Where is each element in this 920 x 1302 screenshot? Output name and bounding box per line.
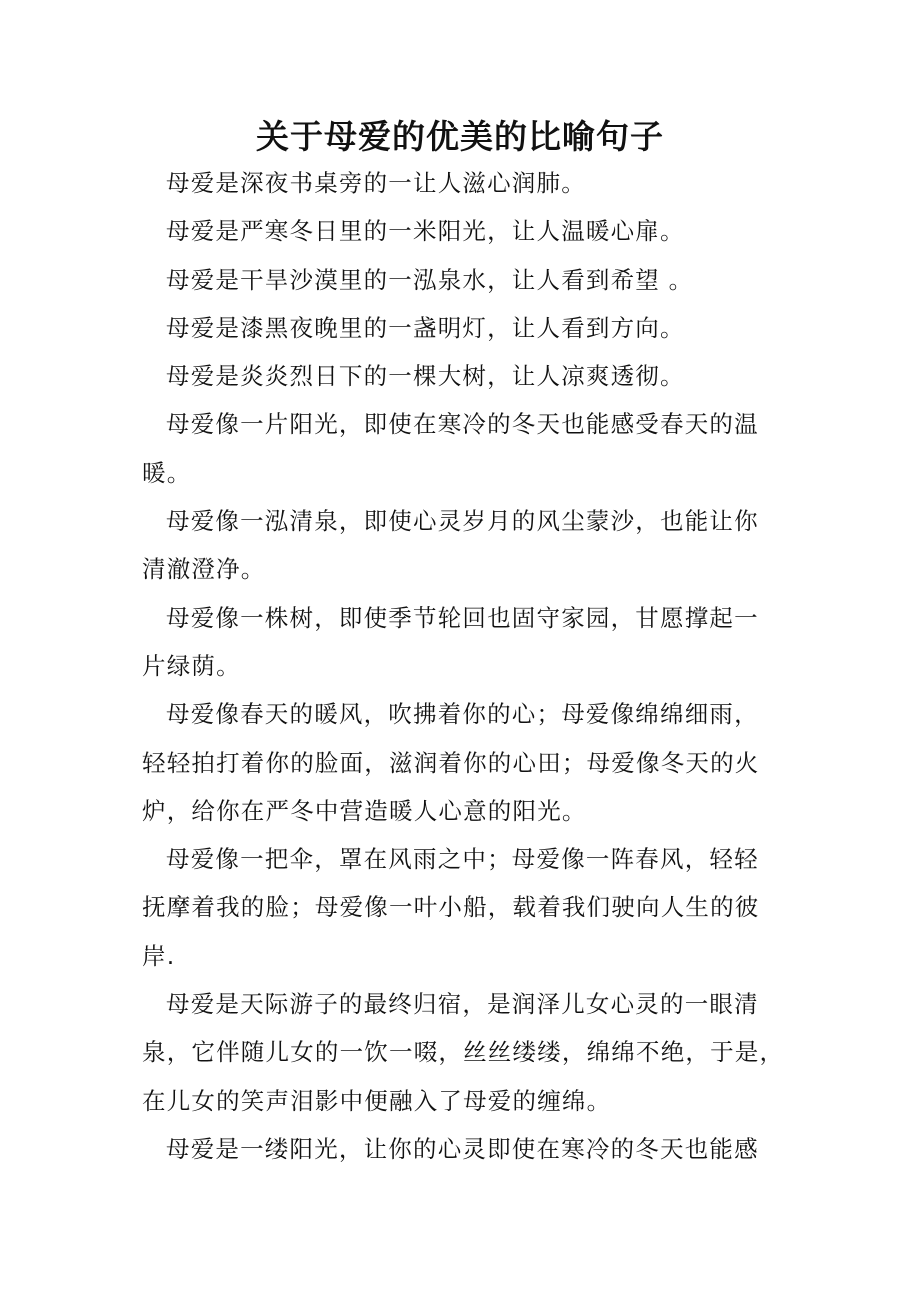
paragraph xyxy=(142,594,782,691)
text-line: 在儿女的笑声泪影中便融入了母爱的缠绵。 xyxy=(142,1086,612,1115)
text-line: 母爱是漆黑夜晚里的一盏明灯，让人看到方向。 xyxy=(166,313,685,342)
paragraph xyxy=(142,980,785,1125)
document-title: 关于母爱的优美的比喻句子 xyxy=(256,117,664,156)
text-line: 母爱像一株树，即使季节轮回也固守家园，甘愿撑起一 xyxy=(166,603,759,632)
text-line: 母爱是干旱沙漠里的一泓泉水，让人看到希望 。 xyxy=(166,265,694,294)
paragraph xyxy=(142,497,782,594)
text-line: 清澈澄净。 xyxy=(142,555,266,584)
paragraph xyxy=(142,690,782,835)
text-line: 母爱是严寒冬日里的一米阳光，让人温暖心扉。 xyxy=(166,217,685,246)
paragraph xyxy=(142,1125,782,1173)
paragraph xyxy=(142,304,782,352)
paragraph xyxy=(142,207,782,255)
text-line: 岸. xyxy=(142,941,176,970)
document-body xyxy=(142,159,785,1173)
paragraph xyxy=(142,352,782,400)
text-line: 母爱是天际游子的最终归宿，是润泽儿女心灵的一眼清 xyxy=(166,990,759,1019)
text-line: 母爱像一泓清泉，即使心灵岁月的风尘蒙沙，也能让你 xyxy=(166,507,759,536)
text-line: 暖。 xyxy=(142,458,192,487)
text-line: 母爱像一把伞，罩在风雨之中；母爱像一阵春风，轻轻 xyxy=(166,845,759,874)
paragraph xyxy=(142,159,782,207)
text-line: 母爱是炎炎烈日下的一棵大树，让人凉爽透彻。 xyxy=(166,362,685,391)
text-line: 母爱是深夜书桌旁的一让人滋心润肺。 xyxy=(166,169,586,197)
text-line: 炉，给你在严冬中营造暖人心意的阳光。 xyxy=(142,796,587,825)
paragraph xyxy=(142,400,782,497)
text-line: 母爱像一片阳光，即使在寒冷的冬天也能感受春天的温 xyxy=(166,410,759,439)
text-line: 片绿荫。 xyxy=(142,651,241,680)
text-line: 轻轻拍打着你的脸面，滋润着你的心田；母爱像冬天的火 xyxy=(142,748,760,777)
paragraph xyxy=(142,835,782,980)
paragraph xyxy=(142,256,782,304)
text-line: 抚摩着我的脸；母爱像一叶小船，载着我们驶向人生的彼 xyxy=(142,893,760,922)
text-line: 母爱是一缕阳光，让你的心灵即使在寒冷的冬天也能感 xyxy=(166,1134,759,1163)
text-line: 泉，它伴随儿女的一饮一啜，丝丝缕缕，绵绵不绝，于是， xyxy=(142,1038,785,1067)
text-line: 母爱像春天的暖风，吹拂着你的心；母爱像绵绵细雨， xyxy=(166,700,759,729)
